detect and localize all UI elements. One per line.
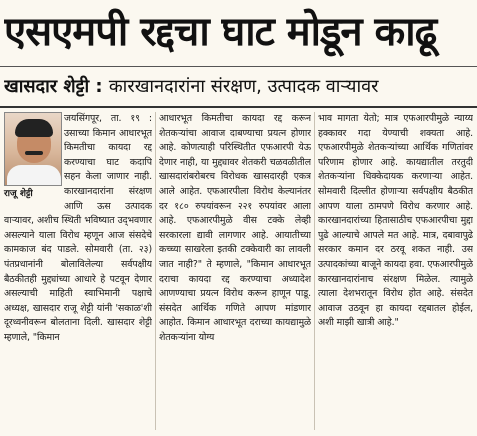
column-divider — [155, 112, 156, 430]
article-column-2 — [159, 112, 311, 434]
bottom-rule — [0, 106, 477, 108]
headline: एसएमपी रद्दचा घाट मोडून काढू — [4, 9, 437, 55]
column-1-text: जयसिंगपूर, ता. १९ : उसाच्या किमान आधारभूत किमतीचा कायदा रद्द करण्याचा घाट कदापि सहन केला जाणार नाही. कारखानदारांना संरक्षण आणि ऊस उत्पादक वाऱ्यावर, अशीच स्थिती भविष्यात उद्‌भवणार असल्याने याला विरोध म्हणून आज संसदेचे कामकाज बंद पाडले. सोमवारी (ता. २३) पंतप्रधानांनी बोलाविलेल्या सर्वपक्षीय बैठकीतही मुद्द्यांच्या आधारे हे पटवून देणार असल्याची माहिती स्वाभिमानी पक्षाचे अध्यक्ष, खासदार राजू शेट्टी यांनी 'सकाळ'शी दूरध्वनीवरून बोलताना दिली. खासदार शेट्टी म्हणाले, "किमान — [4, 113, 152, 343]
subhead-name: खासदार शेट्टी : — [4, 76, 103, 97]
column-2-text: आधारभूत किमतीचा कायदा रद्द करून शेतकऱ्यांचा आवाज दाबण्याचा प्रयत्न होणार आहे. कोणत्याही परिस्थितीत एफआरपी येऊ देणार नाही, या मुद्द्यावर शेतकरी चळवळीतील खासदारांबरोबरच विरोधक खासदारही एकत्र आले आहेत. एफआरपीला विरोध केल्यानंतर दर १८० रुपयांवरून २२१ रुपयांवर आला आहे. एफआरपीमुळे वीस टक्के लेव्ही सरकारला द्यावी लागणार आहे. आयातीच्या कच्च्या साखरेला इतकी टक्केवारी का लावली जात नाही?" ते म्हणाले, "किमान आधारभूत दराचा कायदा रद्द करण्याचा अध्यादेश आणण्याचा प्रयत्न विरोध करून हाणून पाडू. संसदेत आर्थिक गणिते आपण मांडणार आहोत. किमान आधारभूत दराच्या कायद्यामुळे शेतकऱ्यांना योग्य — [159, 113, 311, 343]
subhead-text: कारखानदारांना संरक्षण, उत्पादक वाऱ्यावर — [108, 76, 379, 97]
article-column-3 — [318, 112, 473, 434]
subheadline — [4, 72, 474, 102]
top-rule — [0, 66, 477, 67]
photo-caption: राजू शेट्टी — [4, 189, 33, 199]
column-divider — [314, 112, 315, 430]
column-3-text: भाव मागता येतो; मात्र एफआरपीमुळे न्याय्य हक्कावर गदा येण्याची शक्यता आहे. एफआरपीमुळे शेतकऱ्यांच्या आर्थिक गणितांवर परिणाम होणार आहे. कायद्यातील तरतुदी शेतकऱ्यांना धिक्केदायक करणाऱ्या आहेत. सोमवारी दिल्लीत होणाऱ्या सर्वपक्षीय बैठकीत आपण याला ठामपणे विरोध करणार आहे. कारखानदारांच्या हितासाठीच एफआरपीचा मुद्दा पुढे आल्याचे आपले मत आहे. मात्र, दबावापुढे सरकार कमान दर ठरवू शकत नाही. उस उत्पादकांच्या बाजूने कायदा हवा. एफआरपीमुळे कारखानदारांनाच संरक्षण मिळेल. त्यामुळे त्याला देशभरातून विरोध होत आहे. संसदेत आवाज उठवून हा कायदा रद्दबातल होईल, अशी माझी खात्री आहे." — [318, 113, 473, 329]
portrait-photo — [4, 112, 62, 186]
